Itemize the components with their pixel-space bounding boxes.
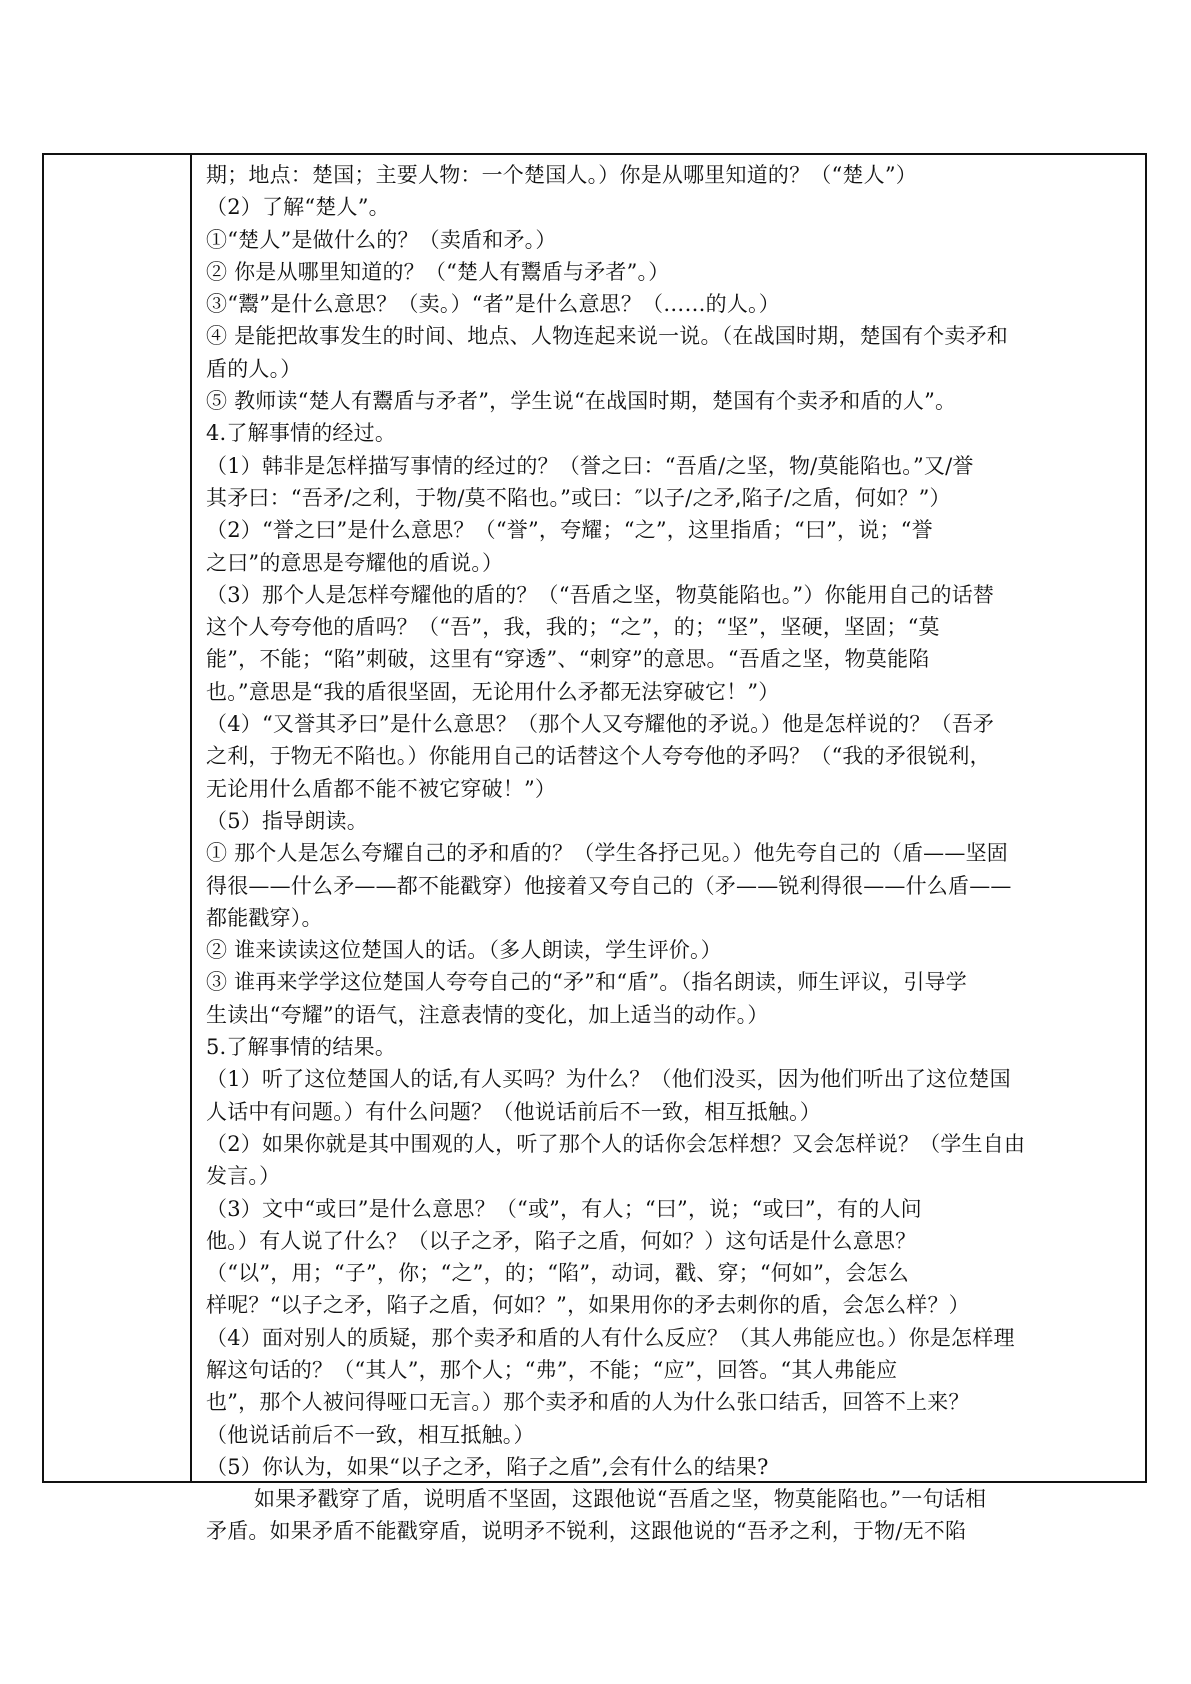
text-line: ⑤ 教师读“楚人有鬻盾与矛者”，学生说“在战国时期，楚国有个卖矛和盾的人”。 — [206, 389, 957, 414]
text-line: 也。”意思是“我的盾很坚固，无论用什么矛都无法穿破它！”） — [206, 679, 780, 704]
text-line: 之利，于物无不陷也。）你能用自己的话替这个人夸夸他的矛吗？（“我的矛很锐利， — [206, 744, 991, 769]
text-line: （1）听了这位楚国人的话,有人买吗？为什么？（他们没买，因为他们听出了这位楚国 — [206, 1067, 1011, 1092]
text-line: （4）面对别人的质疑，那个卖矛和盾的人有什么反应？（其人弗能应也。）你是怎样理 — [206, 1325, 1015, 1350]
text-line: （2）如果你就是其中围观的人，听了那个人的话你会怎样想？又会怎样说？（学生自由 — [206, 1131, 1026, 1156]
text-line: ② 你是从哪里知道的？（“楚人有鬻盾与矛者”。） — [206, 259, 670, 284]
text-line: 也”，那个人被问得哑口无言。）那个卖矛和盾的人为什么张口结舌，回答不上来？ — [206, 1390, 970, 1415]
text-line: （4）“又誉其矛曰”是什么意思？（那个人又夸耀他的矛说。）他是怎样说的？（吾矛 — [206, 712, 995, 737]
text-line: 矛盾。如果矛盾不能戳穿盾，说明矛不锐利，这跟他说的“吾矛之利，于物/无不陷 — [206, 1519, 967, 1544]
text-line: 这个人夸夸他的盾吗？（“吾”，我，我的；“之”，的；“坚”，坚硬，坚固；“莫 — [206, 615, 940, 640]
text-line: ③ 谁再来学学这位楚国人夸夸自己的“矛”和“盾”。（指名朗读，师生评议，引导学 — [206, 970, 967, 995]
text-line: 5.了解事情的结果。 — [206, 1035, 397, 1060]
text-line: ③“鬻”是什么意思？（卖。）“者”是什么意思？（……的人。） — [206, 292, 780, 317]
text-line: （“以”，用；“子”，你；“之”，的；“陷”，动词，戳、穿；“何如”，会怎么 — [206, 1261, 909, 1286]
text-line: （2）了解“楚人”。 — [206, 195, 390, 220]
text-line: ① 那个人是怎么夸耀自己的矛和盾的？（学生各抒己见。）他先夸自己的（盾——坚固 — [206, 841, 1008, 866]
text-line: 4.了解事情的经过。 — [206, 421, 397, 446]
text-line: （5）指导朗读。 — [206, 808, 368, 833]
text-line: 生读出“夸耀”的语气，注意表情的变化，加上适当的动作。） — [206, 1002, 769, 1027]
text-line: （1）韩非是怎样描写事情的经过的？（誉之曰：“吾盾/之坚，物/莫能陷也。”又/誉 — [206, 453, 974, 478]
text-line: 都能戳穿）。 — [206, 905, 323, 930]
text-line: （3）文中“或曰”是什么意思？（“或”，有人；“曰”，说；“或曰”，有的人问 — [206, 1196, 922, 1221]
text-line: 发言。） — [206, 1164, 281, 1189]
text-line: ①“楚人”是做什么的？（卖盾和矛。） — [206, 227, 557, 252]
text-line: 他。）有人说了什么？（以子之矛，陷子之盾，何如？）这句话是什么意思？ — [206, 1228, 917, 1253]
text-line: 如果矛戳穿了盾，说明盾不坚固，这跟他说“吾盾之坚，物莫能陷也。”一句话相 — [254, 1487, 987, 1512]
text-line: （2）“誉之曰”是什么意思？（“誉”，夸耀；“之”，这里指盾；“曰”，说；“誉 — [206, 518, 933, 543]
text-line: 能”，不能；“陷”刺破，这里有“穿透”、“刺穿”的意思。“吾盾之坚，物莫能陷 — [206, 647, 930, 672]
text-line: 样呢？“以子之矛，陷子之盾，何如？”，如果用你的矛去刺你的盾，会怎么样？） — [206, 1293, 970, 1318]
text-line: ② 谁来读读这位楚国人的话。（多人朗读，学生评价。） — [206, 938, 722, 963]
text-line: 无论用什么盾都不能不被它穿破！”） — [206, 776, 557, 801]
table-content-cell — [194, 155, 1145, 1544]
text-line: 人话中有问题。）有什么问题？（他说话前后不一致，相互抵触。） — [206, 1099, 821, 1124]
text-line: ④ 是能把故事发生的时间、地点、人物连起来说一说。（在战国时期，楚国有个卖矛和 — [206, 324, 1008, 349]
text-line: （3）那个人是怎样夸耀他的盾的？（“吾盾之坚，物莫能陷也。”）你能用自己的话替 — [206, 582, 995, 607]
text-line: 其矛曰：“吾矛/之利，于物/莫不陷也。”或曰：″以子/之矛,陷子/之盾，何如？”） — [206, 485, 951, 510]
text-line: 盾的人。） — [206, 356, 302, 381]
table-left-cell — [44, 155, 192, 1481]
text-line: 之曰”的意思是夸耀他的盾说。） — [206, 550, 504, 575]
text-line: 期；地点：楚国；主要人物：一个楚国人。）你是从哪里知道的？（“楚人”） — [206, 163, 917, 187]
text-line: （他说话前后不一致，相互抵触。） — [206, 1422, 535, 1447]
text-line: （5）你认为，如果“以子之矛，陷子之盾”,会有什么的结果? — [206, 1454, 769, 1479]
text-line: 得很——什么矛——都不能戳穿）他接着又夸自己的（矛——锐利得很——什么盾—— — [206, 873, 1012, 898]
lesson-table — [42, 153, 1147, 1544]
text-line: 解这句话的？（“其人”，那个人；“弗”，不能；“应”，回答。“其人弗能应 — [206, 1357, 898, 1382]
